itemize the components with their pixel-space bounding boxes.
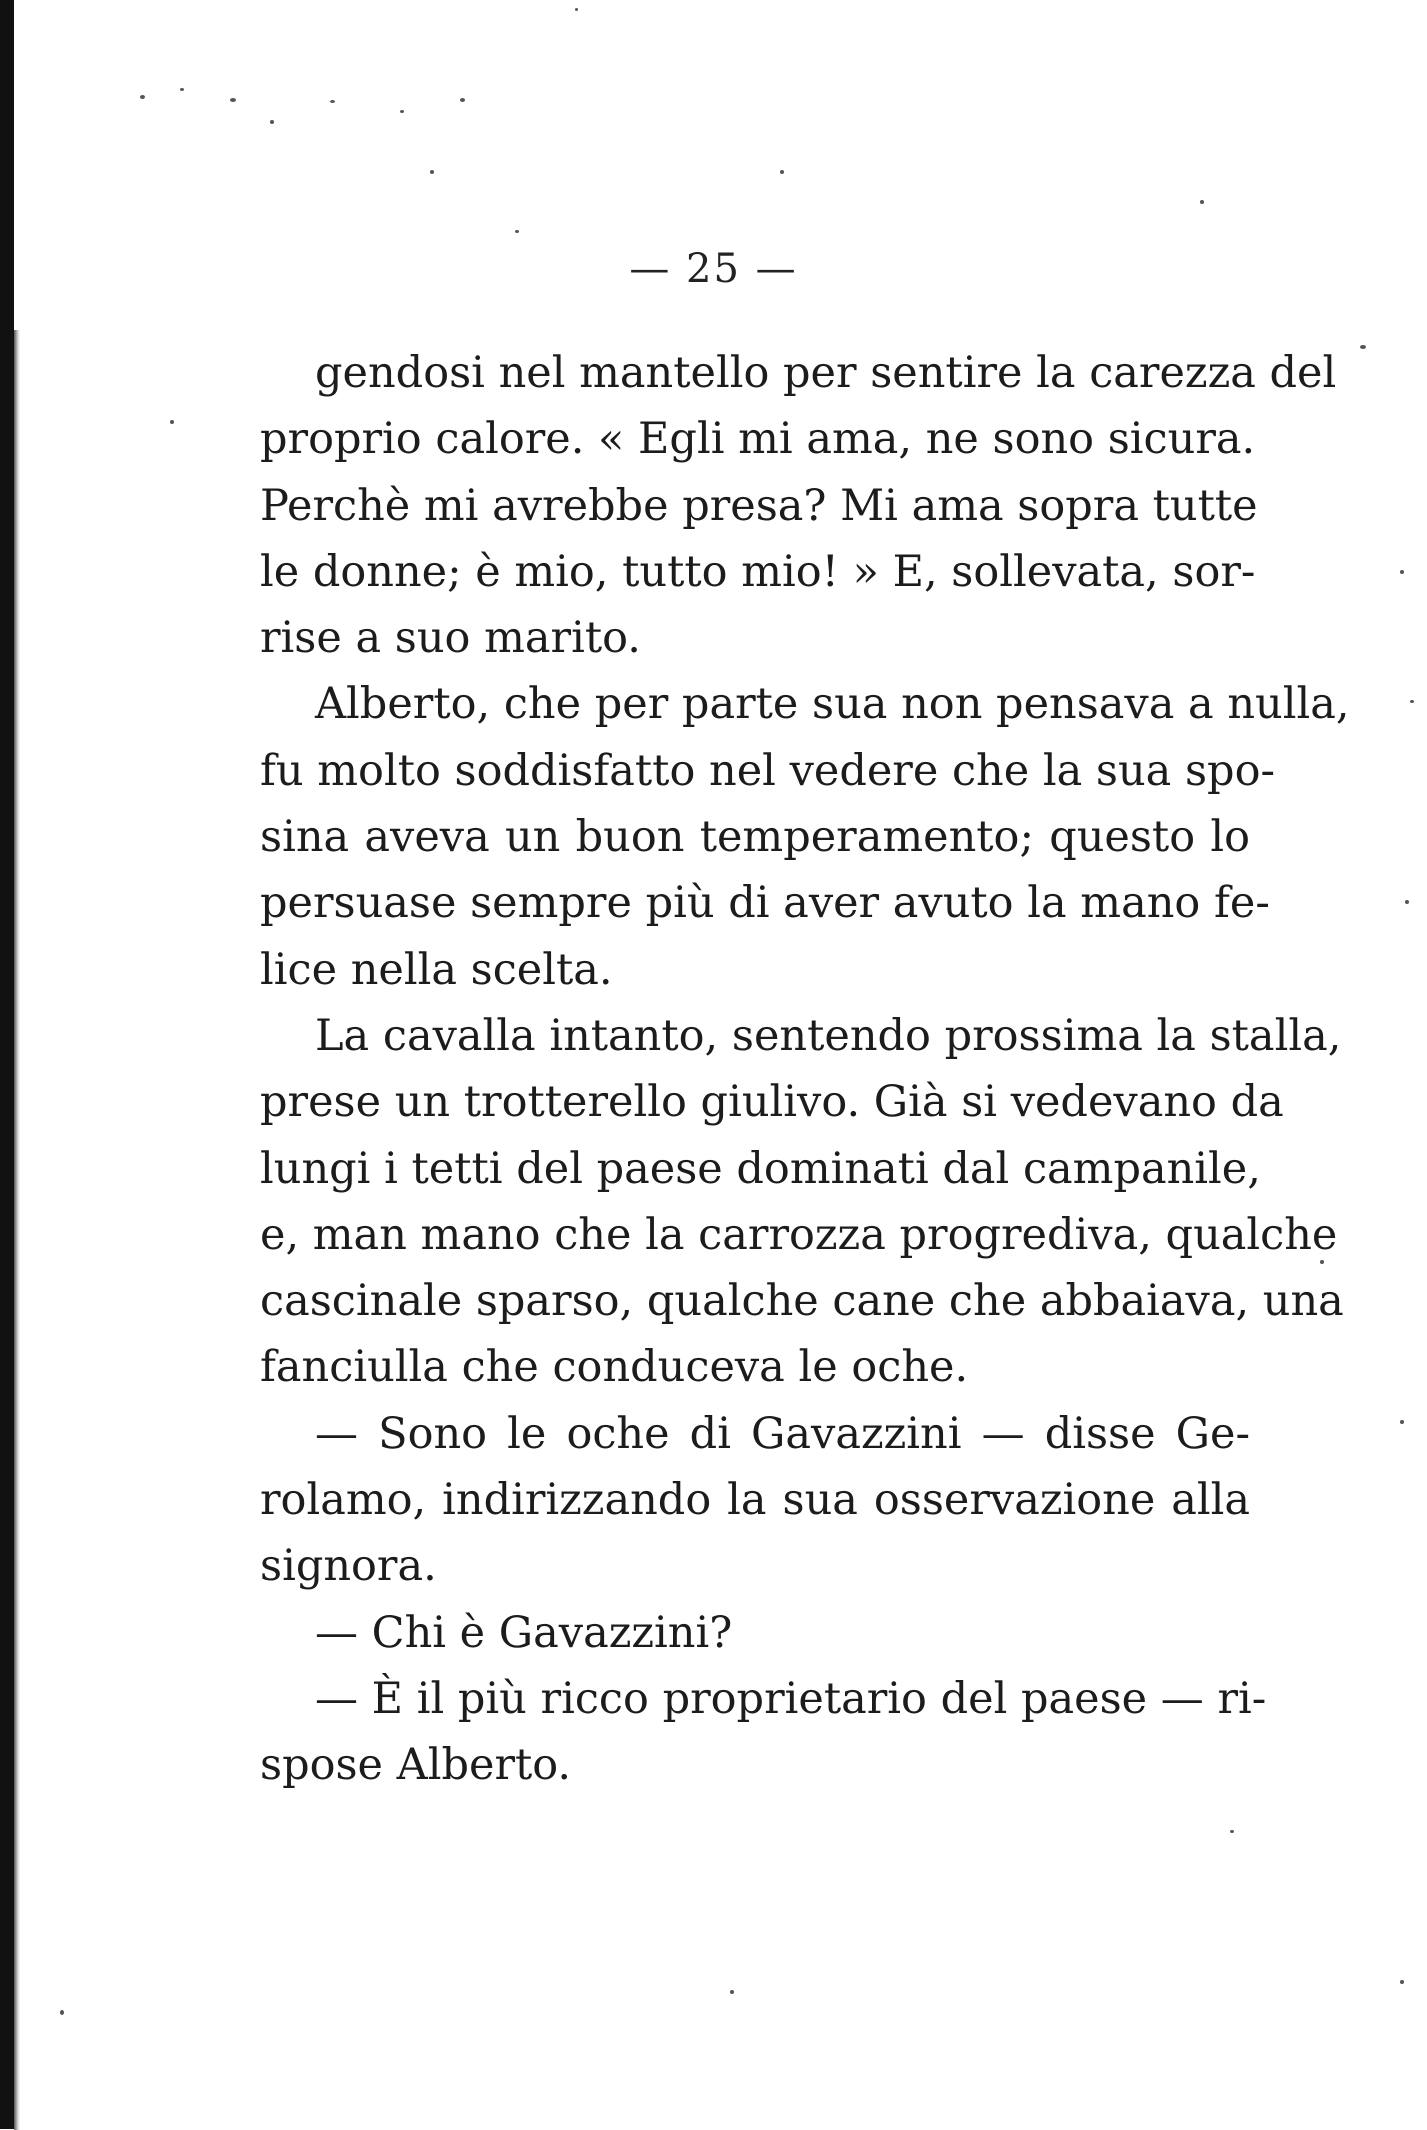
text-line: sina aveva un buon temperamento; questo lo — [260, 812, 1250, 863]
text-line: signora. — [260, 1541, 437, 1592]
scan-speck — [270, 120, 274, 124]
scan-speck — [400, 110, 404, 113]
text-line: gendosi nel mantello per sentire la carezza del — [315, 348, 1337, 398]
scan-speck — [1410, 700, 1414, 703]
text-line: lungi i tetti del paese dominati dal campanile, — [260, 1143, 1261, 1194]
scan-speck — [1320, 1260, 1324, 1264]
scan-speck — [515, 230, 519, 233]
scan-speck — [1400, 1980, 1404, 1984]
text-line: e, man mano che la carrozza progrediva, qualche — [260, 1209, 1338, 1260]
body-text — [260, 340, 1350, 1799]
text-line: — È il più ricco proprietario del paese — ri- — [315, 1673, 1267, 1724]
scan-speck — [1400, 570, 1404, 574]
text-line: prese un trotterello giulivo. Già si vedevano da — [260, 1077, 1284, 1128]
text-line: rise a suo marito. — [260, 613, 641, 664]
scan-speck — [575, 8, 578, 11]
paragraph — [260, 1401, 1250, 1600]
scan-speck — [780, 170, 784, 174]
scan-speck — [330, 100, 335, 103]
scan-speck — [460, 98, 465, 102]
paragraph — [260, 1600, 1250, 1666]
paragraph — [260, 671, 1350, 1002]
text-line: proprio calore. « Egli mi ama, ne sono sicura. — [260, 414, 1256, 465]
page-number: — 25 — — [629, 246, 798, 292]
text-line: spose Alberto. — [260, 1740, 572, 1791]
text-line: — Sono le oche di Gavazzini — disse Ge- — [315, 1408, 1250, 1459]
scan-speck — [180, 88, 184, 91]
text-line: — Chi è Gavazzini? — [315, 1607, 733, 1658]
scan-speck — [60, 2010, 64, 2015]
scan-speck — [1230, 1830, 1234, 1833]
binding-shadow — [14, 330, 20, 2130]
text-line: Alberto, che per parte sua non pensava a nulla, — [315, 679, 1350, 730]
text-line: fu molto soddisfatto nel vedere che la sua spo- — [260, 745, 1275, 796]
scan-speck — [430, 170, 434, 174]
scan-speck — [1200, 200, 1204, 204]
scan-speck — [1400, 1420, 1404, 1424]
text-line: lice nella scelta. — [260, 944, 613, 995]
scan-speck — [730, 1990, 734, 1994]
text-line: Perchè mi avrebbe presa? Mi ama sopra tutte — [260, 480, 1258, 531]
binding-edge — [0, 0, 14, 2129]
text-line: rolamo, indirizzando la sua osservazione alla — [260, 1475, 1250, 1526]
scan-speck — [140, 95, 145, 99]
text-line: La cavalla intanto, sentendo prossima la stalla, — [315, 1010, 1342, 1061]
scan-speck — [170, 420, 174, 424]
text-line: persuase sempre più di aver avuto la mano fe- — [260, 878, 1270, 929]
paragraph — [260, 1003, 1344, 1401]
scan-speck — [230, 98, 236, 102]
text-line: fanciulla che conduceva le oche. — [260, 1342, 969, 1393]
scan-speck — [1360, 345, 1366, 349]
text-line: le donne; è mio, tutto mio! » E, sollevata, sor- — [260, 546, 1256, 597]
paragraph — [260, 340, 1337, 671]
text-line: cascinale sparso, qualche cane che abbaiava, una — [260, 1276, 1344, 1327]
paragraph — [260, 1666, 1267, 1799]
scan-speck — [1405, 900, 1409, 904]
